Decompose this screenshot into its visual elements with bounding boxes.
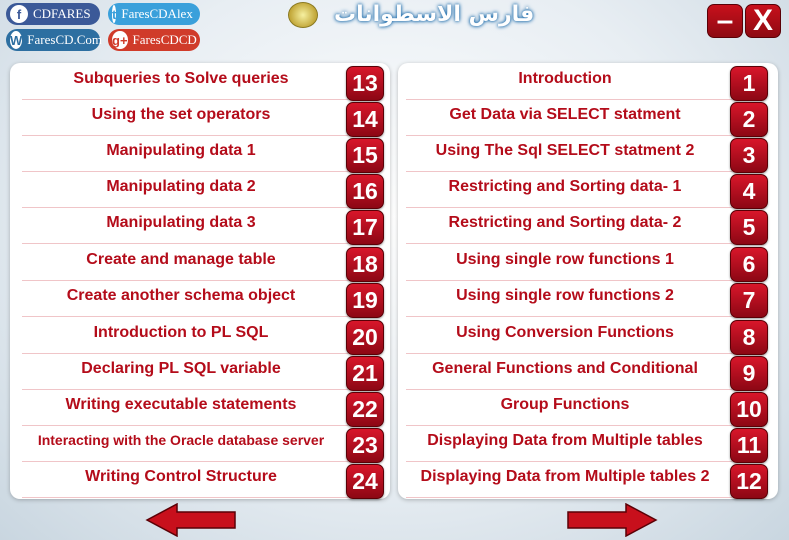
lesson-row[interactable]	[396, 462, 766, 498]
lesson-number-badge[interactable]: 3	[730, 138, 768, 173]
lesson-row[interactable]	[12, 100, 382, 136]
lesson-row[interactable]	[396, 136, 766, 172]
lesson-label: Introduction	[518, 70, 612, 87]
lesson-label: Get Data via SELECT statment	[449, 106, 681, 123]
facebook-icon: f	[10, 5, 28, 23]
googleplus-badge[interactable]	[108, 29, 200, 51]
lesson-number-badge[interactable]: 21	[346, 356, 384, 391]
lesson-label: Using the set operators	[91, 106, 271, 123]
row-divider	[22, 316, 348, 317]
lesson-number-badge[interactable]: 8	[730, 320, 768, 355]
twitter-badge[interactable]	[108, 3, 200, 25]
facebook-label: CDFARES	[33, 6, 91, 21]
lesson-row[interactable]	[12, 354, 382, 390]
lesson-label: Interacting with the Oracle database server	[37, 432, 325, 448]
lesson-label: Using Conversion Functions	[456, 324, 674, 341]
lesson-row[interactable]	[396, 172, 766, 208]
lesson-number-badge[interactable]: 1	[730, 66, 768, 101]
lesson-label: Using single row functions 1	[456, 251, 674, 268]
lesson-number-badge[interactable]: 18	[346, 247, 384, 282]
close-icon: X	[752, 4, 773, 37]
lesson-number-badge[interactable]: 9	[730, 356, 768, 391]
lesson-number-badge[interactable]: 23	[346, 428, 384, 463]
lesson-row[interactable]	[396, 245, 766, 281]
lesson-number-badge[interactable]: 17	[346, 210, 384, 245]
lesson-label: Declaring PL SQL variable	[81, 360, 281, 377]
lesson-label: Restricting and Sorting data- 1	[448, 178, 682, 195]
lesson-row[interactable]	[396, 390, 766, 426]
lesson-number-badge[interactable]: 4	[730, 174, 768, 209]
lesson-label: Create and manage table	[86, 251, 276, 268]
lesson-number-badge[interactable]: 22	[346, 392, 384, 427]
close-button[interactable]	[745, 4, 781, 38]
wordpress-icon: W	[10, 32, 23, 48]
row-divider	[22, 243, 348, 244]
lesson-label: Displaying Data from Multiple tables	[427, 432, 703, 449]
lesson-row[interactable]	[12, 136, 382, 172]
lesson-number-badge[interactable]: 24	[346, 464, 384, 499]
lesson-row[interactable]	[396, 354, 766, 390]
lesson-label: Displaying Data from Multiple tables 2	[420, 468, 710, 485]
lesson-number-badge[interactable]: 6	[730, 247, 768, 282]
row-divider	[22, 497, 348, 498]
lesson-label: Create another schema object	[66, 287, 296, 304]
lesson-number-badge[interactable]: 13	[346, 66, 384, 101]
row-divider	[406, 243, 732, 244]
lesson-number-badge[interactable]: 20	[346, 320, 384, 355]
lesson-row[interactable]	[396, 281, 766, 317]
lesson-label: Group Functions	[500, 396, 630, 413]
logo-icon	[288, 2, 318, 28]
lesson-row[interactable]	[396, 64, 766, 100]
lesson-label: Manipulating data 2	[106, 178, 256, 195]
lesson-row[interactable]	[12, 281, 382, 317]
lesson-number-badge[interactable]: 5	[730, 210, 768, 245]
lesson-row[interactable]	[396, 426, 766, 462]
lesson-row[interactable]	[12, 64, 382, 100]
lesson-label: Introduction to PL SQL	[93, 324, 269, 341]
lesson-number-badge[interactable]: 16	[346, 174, 384, 209]
lesson-label: Writing Control Structure	[85, 468, 277, 485]
minimize-icon: –	[716, 4, 734, 37]
lesson-row[interactable]	[396, 208, 766, 244]
lesson-label: Manipulating data 1	[106, 142, 256, 159]
lesson-row[interactable]	[12, 318, 382, 354]
lesson-row[interactable]	[12, 208, 382, 244]
twitter-label: FaresCDAlex	[121, 6, 193, 21]
row-divider	[406, 316, 732, 317]
twitter-icon: t	[112, 6, 117, 22]
lesson-number-badge[interactable]: 19	[346, 283, 384, 318]
lesson-label: Writing executable statements	[65, 396, 297, 413]
lesson-row[interactable]	[396, 318, 766, 354]
app-title: فارس الاسطوانات	[334, 2, 535, 27]
lesson-row[interactable]	[12, 172, 382, 208]
googleplus-label: FaresCDCD	[132, 32, 197, 47]
lesson-number-badge[interactable]: 12	[730, 464, 768, 499]
lesson-label: General Functions and Conditional	[432, 360, 698, 377]
googleplus-icon: g+	[112, 32, 128, 48]
lesson-number-badge[interactable]: 15	[346, 138, 384, 173]
facebook-badge[interactable]	[6, 3, 100, 25]
lesson-number-badge[interactable]: 14	[346, 102, 384, 137]
lesson-label: Using single row functions 2	[456, 287, 674, 304]
lesson-label: Manipulating data 3	[106, 214, 256, 231]
lesson-row[interactable]	[396, 100, 766, 136]
lesson-label: Restricting and Sorting data- 2	[448, 214, 682, 231]
lesson-row[interactable]	[12, 426, 382, 462]
lesson-number-badge[interactable]: 2	[730, 102, 768, 137]
row-divider	[406, 497, 732, 498]
lesson-number-badge[interactable]: 7	[730, 283, 768, 318]
lesson-row[interactable]	[12, 245, 382, 281]
lesson-label: Using The Sql SELECT statment 2	[435, 142, 695, 159]
minimize-button[interactable]	[707, 4, 743, 38]
lesson-row[interactable]	[12, 390, 382, 426]
arrow-right-icon[interactable]	[566, 503, 658, 537]
lesson-number-badge[interactable]: 11	[730, 428, 768, 463]
lesson-number-badge[interactable]: 10	[730, 392, 768, 427]
lesson-label: Subqueries to Solve queries	[73, 70, 289, 87]
lesson-row[interactable]	[12, 462, 382, 498]
wordpress-label: FaresCD.Com	[27, 32, 103, 47]
wordpress-badge[interactable]	[6, 29, 103, 51]
arrow-left-icon[interactable]	[145, 503, 237, 537]
